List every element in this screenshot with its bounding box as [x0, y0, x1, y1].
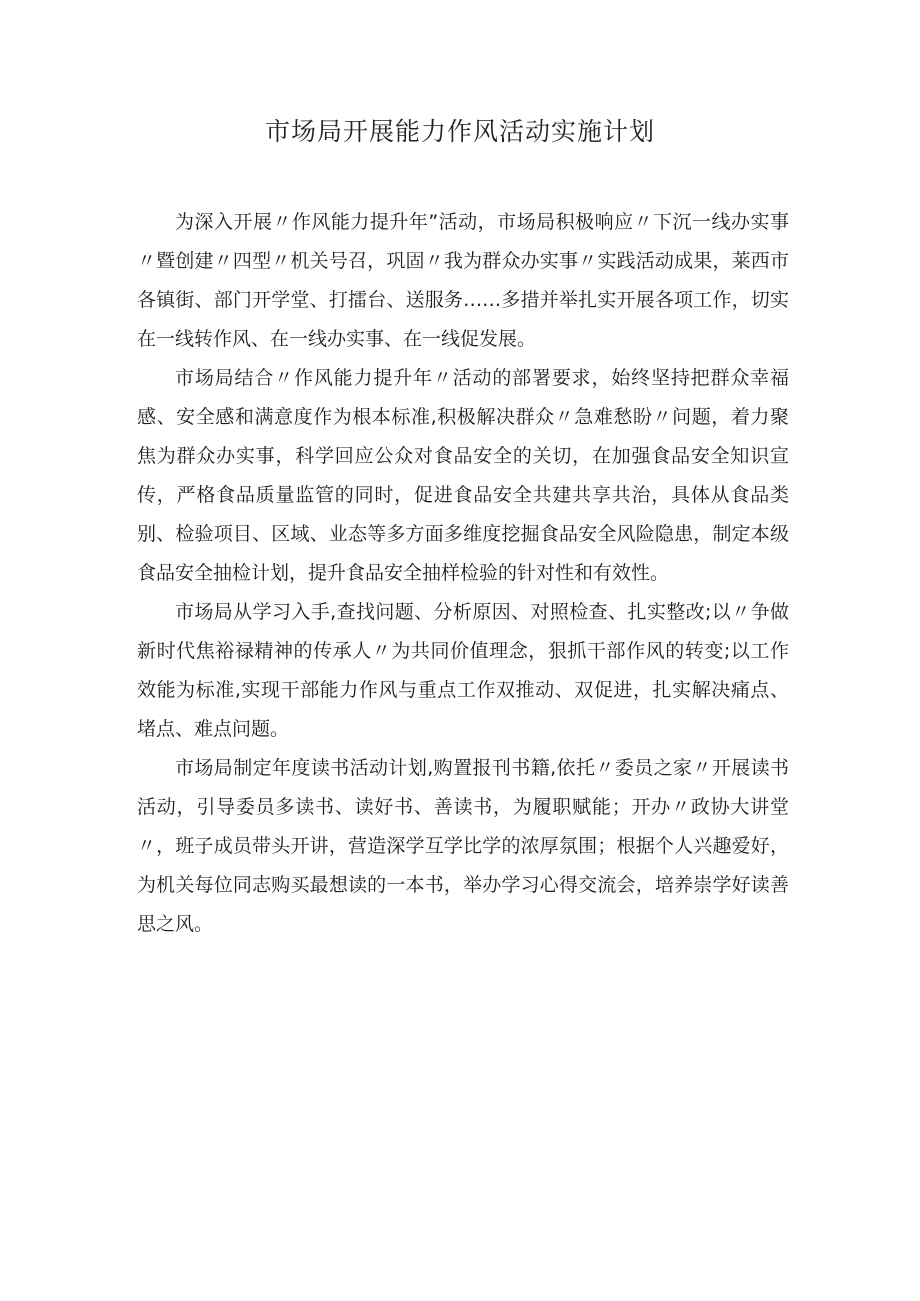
paragraph-1: 为深入开展〃作风能力提升年”活动，市场局积极响应〃下沉一线办实事〃暨创建〃四型〃机关号召，巩固〃我为群众办实事〃实践活动成果，莱西市各镇街、部门开学堂、打擂台、送服务……多措并举扎实开展各项工作，切实在一线转作风、在一线办实事、在一线促发展。 [137, 211, 789, 350]
paragraph-3: 市场局从学习入手,查找问题、分析原因、对照检查、扎实整改;以〃争做新时代焦裕禄精神的传承人〃为共同价值理念，狠抓干部作风的转变;以工作效能为标准,实现干部能力作风与重点工作双推动、双促进，扎实解决痛点、堵点、难点问题。 [137, 601, 789, 740]
document-body [137, 203, 789, 944]
document-title: 市场局开展能力作风活动实施计划 [264, 117, 655, 146]
paragraph-4: 市场局制定年度读书活动计划,购置报刊书籍,依托〃委员之家〃开展读书活动，引导委员多读书、读好书、善读书，为履职赋能；开办〃政协大讲堂〃，班子成员带头开讲，营造深学互学比学的浓厚氛围；根据个人兴趣爱好，为机关每位同志购买最想读的一本书，举办学习心得交流会，培养崇学好读善思之风。 [137, 757, 789, 935]
paragraph-2: 市场局结合〃作风能力提升年〃活动的部署要求，始终坚持把群众幸福感、安全感和满意度作为根本标准,积极解决群众〃急难愁盼〃问题，着力聚焦为群众办实事，科学回应公众对食品安全的关切，在加强食品安全知识宣传，严格食品质量监管的同时，促进食品安全共建共享共治，具体从食品类别、检验项目、区域、业态等多方面多维度挖掘食品安全风险隐患，制定本级食品安全抽检计划，提升食品安全抽样检验的针对性和有效性。 [137, 367, 789, 584]
